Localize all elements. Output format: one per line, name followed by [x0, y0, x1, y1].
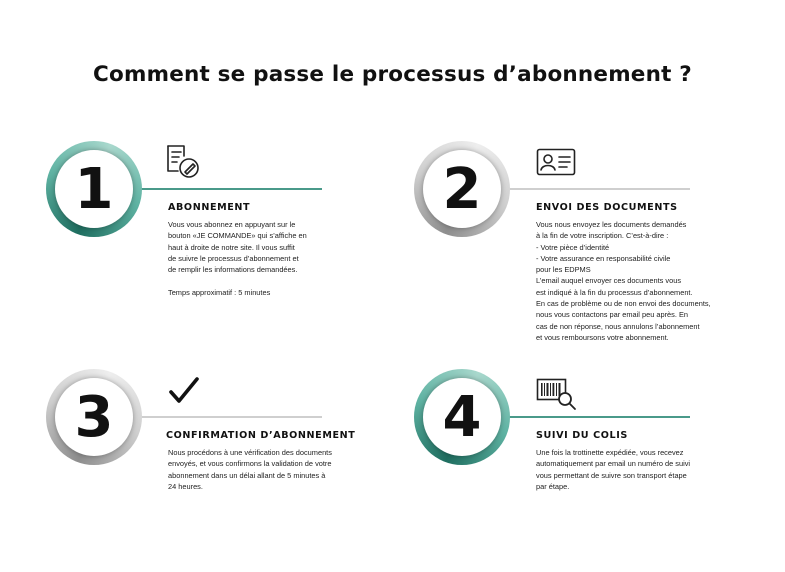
step-4-circle	[414, 369, 510, 465]
step-2-line-10: cas de non réponse, nous annulons l’abonnement	[536, 321, 700, 331]
step-1-text	[168, 219, 307, 298]
step-4-text	[536, 447, 690, 492]
step-2-line-8: En cas de problème ou de non envoi des documents,	[536, 299, 711, 309]
step-3-line-3: abonnement dans un délai allant de 5 minutes à	[168, 470, 326, 480]
step-1-connector	[140, 188, 322, 190]
step-4-line-4: par étape.	[536, 481, 570, 491]
barcode-magnifier-icon	[536, 378, 578, 417]
step-4-line-2: automatiquement par email un numéro de suivi	[536, 459, 691, 469]
document-pen-icon	[165, 143, 201, 184]
step-3-line-1: Nous procédons à une vérification des documents	[168, 448, 332, 457]
step-2-heading: ENVOI DES DOCUMENTS	[536, 202, 678, 213]
step-2-line-11: et vous remboursons votre abonnement.	[536, 332, 669, 342]
step-2-connector	[508, 188, 690, 190]
step-1-line-4: de suivre le processus d’abonnement et	[168, 253, 299, 263]
step-1-line-6	[168, 275, 307, 286]
step-2-circle	[414, 141, 510, 237]
step-1-number: 1	[55, 150, 133, 228]
step-4-number: 4	[423, 378, 501, 456]
step-3-heading: CONFIRMATION D’ABONNEMENT	[166, 430, 356, 441]
step-2-line-3: - Votre pièce d’identité	[536, 242, 610, 252]
step-3-line-4: 24 heures.	[168, 481, 203, 491]
step-2-line-1: Vous nous envoyez les documents demandés	[536, 220, 687, 229]
step-2-text	[536, 219, 711, 343]
step-3-circle	[46, 369, 142, 465]
step-3-number: 3	[55, 378, 133, 456]
step-1-line-2: bouton «JE COMMANDE» qui s’affiche en	[168, 231, 307, 241]
step-3-line-2: envoyés, et vous confirmons la validation de votre	[168, 459, 332, 469]
page-title: Comment se passe le processus d’abonnement ?	[93, 62, 692, 87]
step-4-line-3: vous permettant de suivre son transport étape	[536, 470, 687, 480]
step-4-heading: SUIVI DU COLIS	[536, 430, 628, 441]
step-2-line-5: pour les EDPMS	[536, 265, 591, 275]
step-1-line-3: haut à droite de notre site. Il vous suffit	[168, 242, 295, 252]
step-1-line-1: Vous vous abonnez en appuyant sur le	[168, 220, 296, 229]
step-2-line-2: à la fin de votre inscription. C’est-à-dire :	[536, 231, 669, 241]
step-3-connector	[140, 416, 322, 418]
step-1-heading: ABONNEMENT	[168, 202, 251, 213]
step-1-line-5: de remplir les informations demandées.	[168, 265, 298, 275]
step-2-number: 2	[423, 150, 501, 228]
id-card-icon	[536, 148, 576, 181]
step-1-circle	[46, 141, 142, 237]
checkmark-icon	[168, 376, 200, 409]
step-2-line-4: - Votre assurance en responsabilité civile	[536, 253, 671, 263]
step-1-line-7: Temps approximatif : 5 minutes	[168, 287, 271, 297]
step-2-line-9: nous vous contactons par email peu après. En	[536, 310, 689, 320]
step-4-line-1: Une fois la trottinette expédiée, vous recevez	[536, 448, 684, 457]
step-2-line-6: L’email auquel envoyer ces documents vous	[536, 276, 682, 286]
step-3-text	[168, 447, 332, 492]
step-2-line-7: est indiqué à la fin du processus d’abonnement.	[536, 287, 693, 297]
